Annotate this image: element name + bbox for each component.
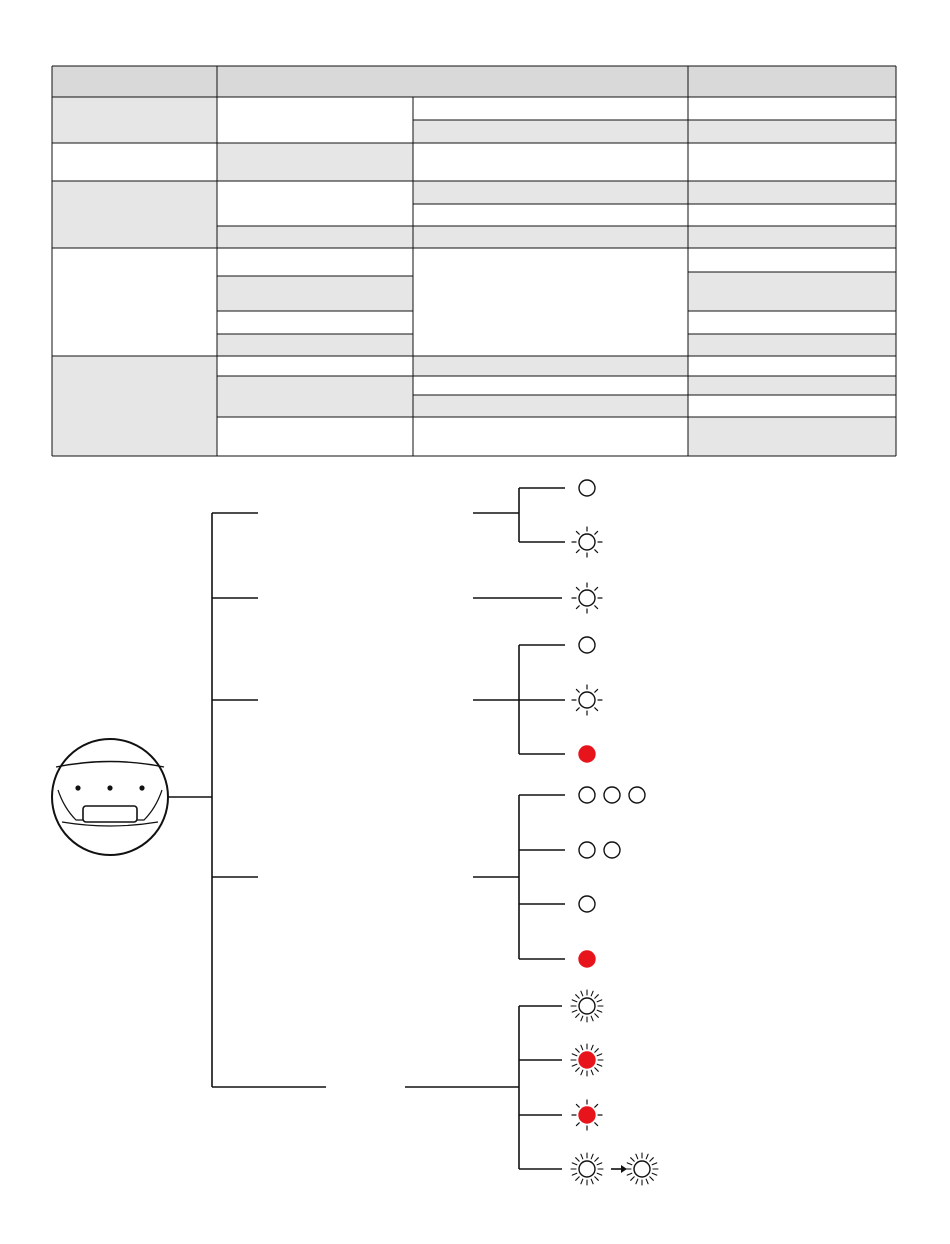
led-ray	[595, 1014, 599, 1018]
led-ray	[576, 1177, 580, 1181]
led-circle	[579, 1052, 595, 1068]
led-off-icon	[579, 896, 595, 912]
led-red-on-icon	[579, 951, 595, 967]
led-ray	[572, 1010, 577, 1012]
led-ray	[646, 1154, 648, 1159]
led-ray	[591, 1016, 593, 1021]
led-ray	[597, 1054, 602, 1056]
led-ray	[581, 991, 583, 996]
led-ray	[595, 1177, 599, 1181]
led-ray	[650, 1177, 654, 1181]
led-circle	[579, 896, 595, 912]
led-ray	[646, 1179, 648, 1184]
led-ray	[576, 1104, 579, 1107]
led-ray	[591, 1154, 593, 1159]
led-ray	[591, 991, 593, 996]
led-ray	[597, 1064, 602, 1066]
table-cell	[217, 143, 413, 181]
led-ray	[597, 1010, 602, 1012]
led-circle	[604, 842, 620, 858]
led-blink-icon	[572, 527, 602, 557]
table-cell	[52, 181, 217, 248]
led-ray	[572, 1064, 577, 1066]
led-ray	[581, 1179, 583, 1184]
table-cell	[413, 356, 688, 376]
device-icon	[52, 739, 168, 855]
led-tree	[160, 488, 565, 1169]
led-ray	[595, 1049, 599, 1053]
led-ray	[631, 1158, 635, 1162]
led-red-on-icon	[579, 746, 595, 762]
led-ray	[595, 1158, 599, 1162]
led-ray	[576, 708, 579, 711]
device-led-dot	[107, 785, 112, 790]
led-fast-blink-icon	[626, 1153, 658, 1185]
arrow-right-icon	[611, 1165, 627, 1173]
led-ray	[627, 1173, 632, 1175]
led-ray	[636, 1179, 638, 1184]
led-ray	[595, 708, 598, 711]
table-cell	[413, 120, 688, 143]
led-ray	[591, 1179, 593, 1184]
led-circle	[579, 746, 595, 762]
led-ray	[631, 1177, 635, 1181]
led-ray	[597, 1000, 602, 1002]
table-cell	[413, 181, 688, 204]
led-circle	[579, 637, 595, 653]
led-off-icon	[629, 787, 645, 803]
led-ray	[576, 1068, 580, 1072]
led-circle	[579, 951, 595, 967]
table-cell	[217, 376, 413, 417]
led-ray	[591, 1070, 593, 1075]
led-circle	[579, 480, 595, 496]
led-ray	[576, 550, 579, 553]
led-off-icon	[604, 842, 620, 858]
led-circle	[579, 1107, 595, 1123]
status-table	[52, 66, 896, 456]
led-circle	[579, 998, 595, 1014]
table-cell	[688, 376, 896, 395]
led-ray	[652, 1163, 657, 1165]
led-ray	[595, 1123, 598, 1126]
led-ray	[597, 1173, 602, 1175]
led-ray	[627, 1163, 632, 1165]
led-circle	[579, 534, 595, 550]
led-ray	[595, 531, 598, 534]
led-ray	[595, 1068, 599, 1072]
led-ray	[581, 1070, 583, 1075]
led-off-icon	[579, 842, 595, 858]
led-ray	[572, 1054, 577, 1056]
led-circle	[629, 787, 645, 803]
led-ray	[581, 1045, 583, 1050]
led-off-icon	[579, 637, 595, 653]
table-cell	[217, 276, 413, 311]
led-ray	[576, 995, 580, 999]
led-ray	[595, 606, 598, 609]
led-ray	[576, 689, 579, 692]
led-circle	[579, 842, 595, 858]
led-blink-icon	[572, 583, 602, 613]
led-ray	[576, 606, 579, 609]
led-off-icon	[579, 480, 595, 496]
device-illustration	[52, 739, 168, 855]
led-ray	[576, 1049, 580, 1053]
table-cell	[688, 417, 896, 456]
led-off-icon	[579, 787, 595, 803]
led-ray	[572, 1163, 577, 1165]
table-cell	[413, 395, 688, 417]
table-cell	[688, 334, 896, 356]
led-ray	[636, 1154, 638, 1159]
led-ray	[576, 531, 579, 534]
table-cell	[688, 181, 896, 204]
table-cell	[688, 272, 896, 311]
led-circle	[634, 1161, 650, 1177]
led-ray	[595, 1104, 598, 1107]
led-fast-blink-icon	[571, 1153, 603, 1185]
led-circle	[579, 787, 595, 803]
table-cell	[52, 97, 217, 143]
led-ray	[572, 1173, 577, 1175]
led-ray	[597, 1163, 602, 1165]
table-cell	[217, 334, 413, 356]
led-indicators	[571, 480, 658, 1185]
led-circle	[579, 692, 595, 708]
led-circle	[579, 1161, 595, 1177]
led-ray	[595, 995, 599, 999]
table-cell	[413, 226, 688, 248]
led-ray	[572, 1000, 577, 1002]
led-ray	[581, 1154, 583, 1159]
device-slot	[83, 806, 137, 822]
led-off-icon	[604, 787, 620, 803]
led-blink-icon	[572, 685, 602, 715]
led-ray	[591, 1045, 593, 1050]
led-circle	[604, 787, 620, 803]
led-red-blink-icon	[572, 1100, 602, 1130]
led-ray	[576, 587, 579, 590]
led-fast-blink-icon	[571, 990, 603, 1022]
table-cell	[688, 226, 896, 248]
table-cell	[688, 120, 896, 143]
table-cell	[52, 66, 896, 97]
led-ray	[595, 689, 598, 692]
led-ray	[576, 1158, 580, 1162]
table-cell	[217, 226, 413, 248]
led-circle	[579, 590, 595, 606]
led-red-fast-blink-icon	[571, 1044, 603, 1076]
led-ray	[576, 1014, 580, 1018]
led-ray	[595, 587, 598, 590]
led-ray	[650, 1158, 654, 1162]
device-led-dot	[139, 785, 144, 790]
led-ray	[576, 1123, 579, 1126]
device-led-dot	[75, 785, 80, 790]
led-ray	[652, 1173, 657, 1175]
led-ray	[595, 550, 598, 553]
led-ray	[581, 1016, 583, 1021]
table-cell	[52, 356, 217, 456]
